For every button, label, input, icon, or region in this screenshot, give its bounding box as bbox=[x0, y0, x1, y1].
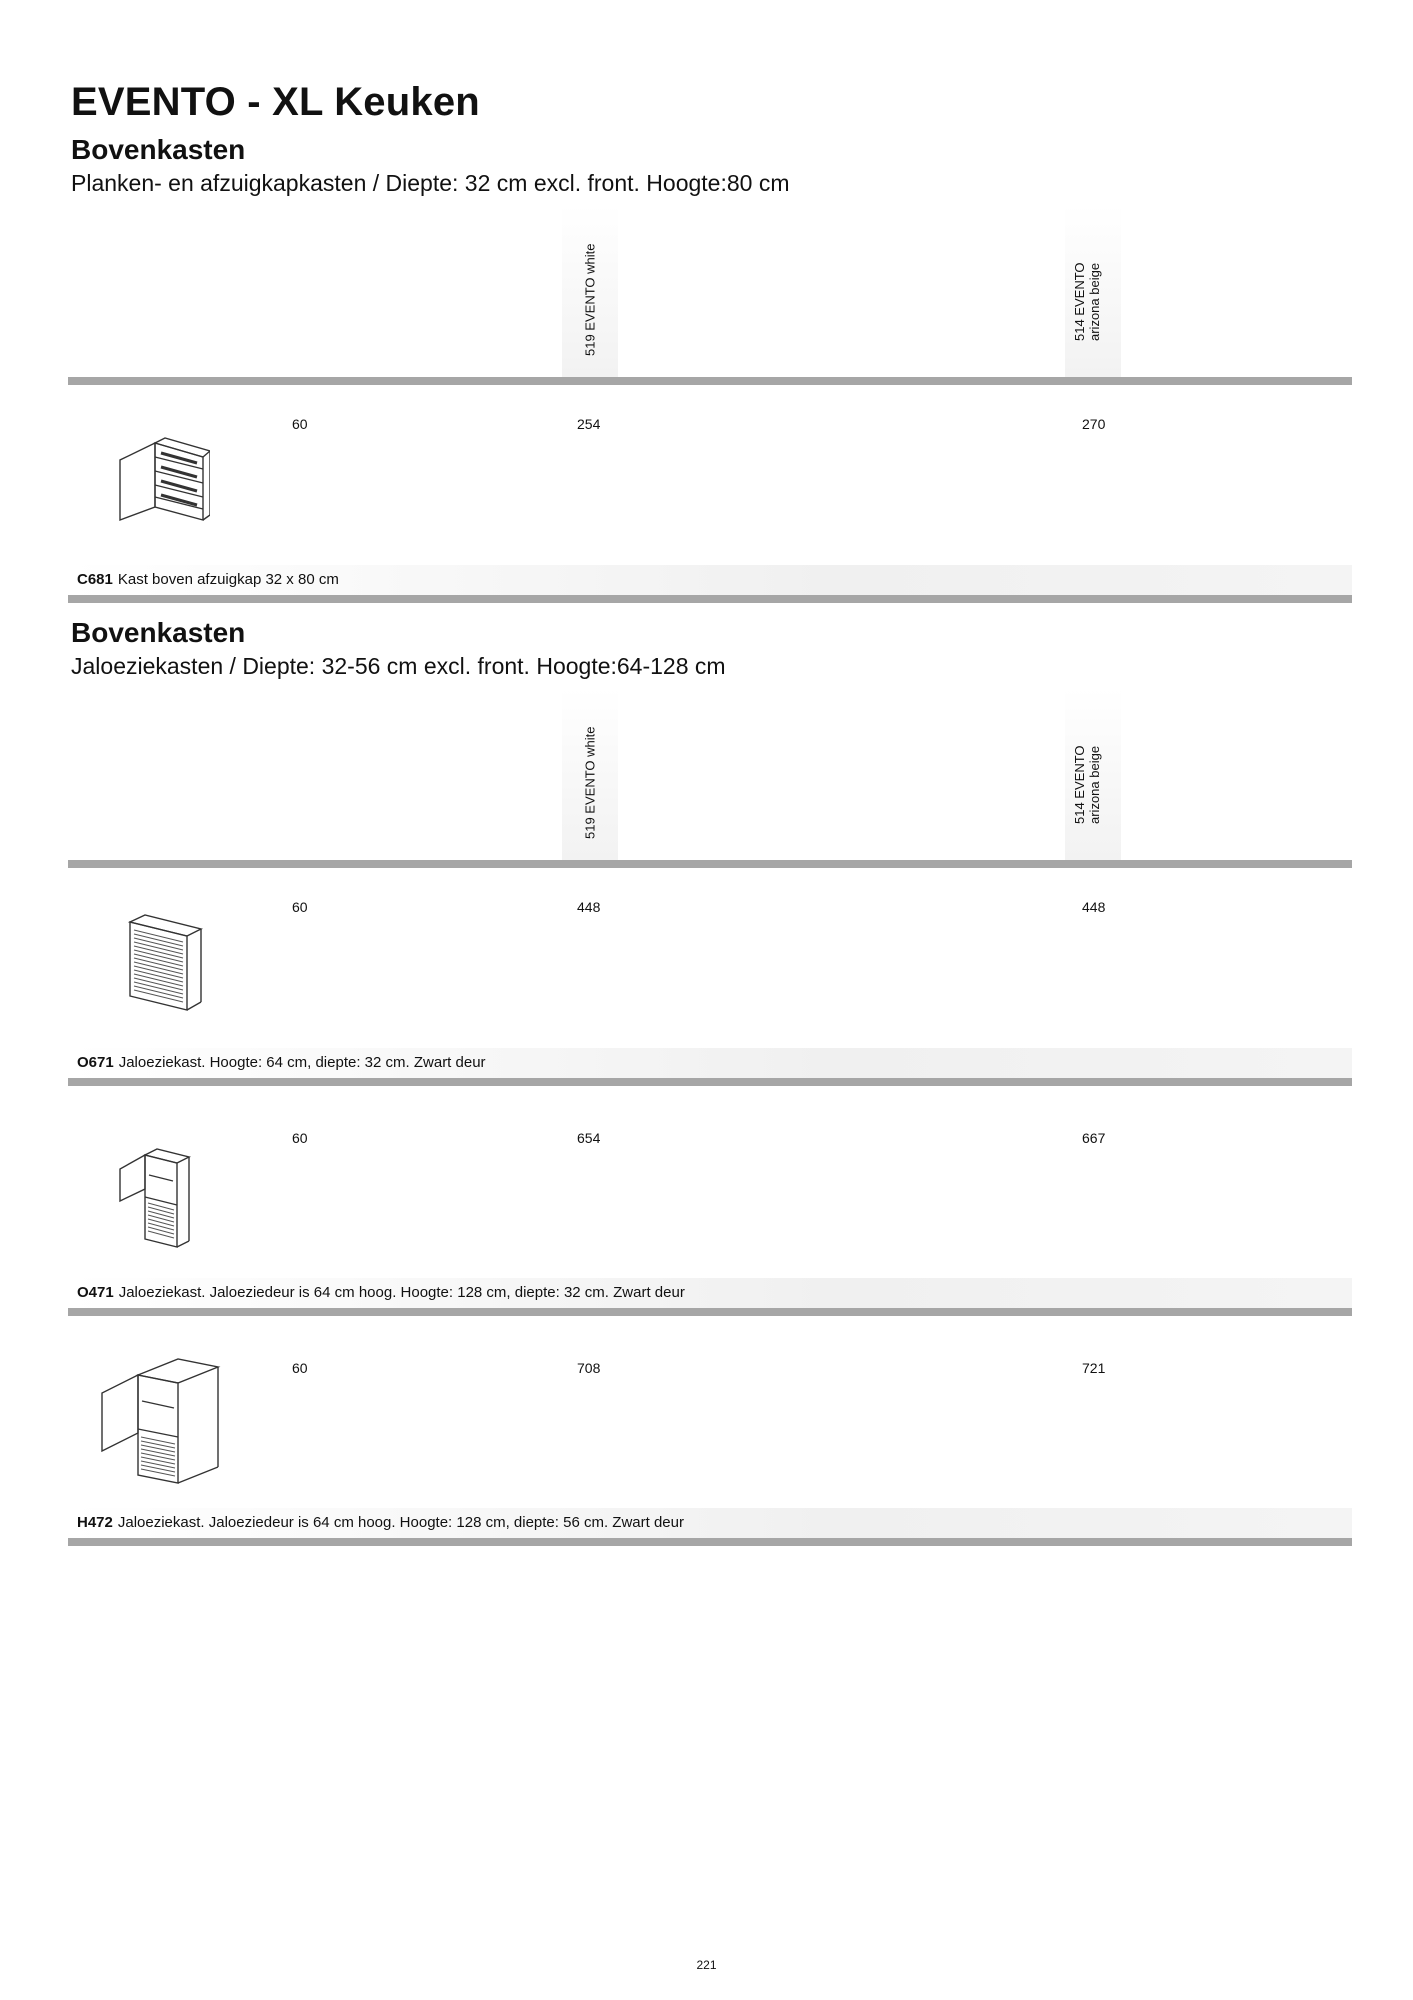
product-description-bar bbox=[68, 1278, 1352, 1308]
row-rule bbox=[68, 595, 1352, 603]
price-white: 654 bbox=[577, 1130, 601, 1146]
price-white: 254 bbox=[577, 416, 601, 432]
column-header-line1: 519 EVENTO white bbox=[582, 726, 598, 839]
product-code: H472 bbox=[77, 1514, 113, 1531]
row-rule bbox=[68, 1078, 1352, 1086]
column-header-line2: arizona beige bbox=[1087, 745, 1103, 824]
product-code: O671 bbox=[77, 1054, 114, 1071]
product-description-bar bbox=[68, 565, 1352, 595]
product-width: 60 bbox=[292, 1360, 308, 1376]
column-header-beige bbox=[1065, 205, 1121, 377]
page-number: 221 bbox=[696, 1958, 717, 1972]
tall-tambour-cabinet-icon bbox=[115, 1145, 195, 1250]
price-white: 448 bbox=[577, 899, 601, 915]
section-title: Bovenkasten bbox=[71, 617, 246, 648]
section-subtitle: Jaloeziekasten / Diepte: 32-56 cm excl. front. Hoogte:64-128 cm bbox=[71, 653, 726, 679]
column-header-white bbox=[562, 688, 618, 860]
table-header-rule bbox=[68, 377, 1352, 385]
product-code: C681 bbox=[77, 571, 113, 588]
price-beige: 270 bbox=[1082, 416, 1106, 432]
row-rule bbox=[68, 1308, 1352, 1316]
product-width: 60 bbox=[292, 899, 308, 915]
column-header-white bbox=[562, 205, 618, 377]
section-subtitle: Planken- en afzuigkapkasten / Diepte: 32 cm excl. front. Hoogte:80 cm bbox=[71, 170, 790, 196]
price-beige: 721 bbox=[1082, 1360, 1106, 1376]
row-rule bbox=[68, 1538, 1352, 1546]
product-description: Jaloeziekast. Jaloeziedeur is 64 cm hoog. Hoogte: 128 cm, diepte: 32 cm. Zwart deur bbox=[118, 1284, 685, 1301]
column-header-line2: arizona beige bbox=[1087, 262, 1103, 341]
column-header-beige bbox=[1065, 688, 1121, 860]
column-header-line1: 519 EVENTO white bbox=[582, 243, 598, 356]
price-beige: 667 bbox=[1082, 1130, 1106, 1146]
column-header-line1: 514 EVENTO bbox=[1072, 745, 1088, 824]
column-header-line1: 514 EVENTO bbox=[1072, 262, 1088, 341]
product-description: Jaloeziekast. Hoogte: 64 cm, diepte: 32 cm. Zwart deur bbox=[118, 1054, 486, 1071]
tambour-cabinet-icon bbox=[125, 912, 205, 1012]
section-title: Bovenkasten bbox=[71, 134, 246, 165]
product-description-bar bbox=[68, 1048, 1352, 1078]
price-white: 708 bbox=[577, 1360, 601, 1376]
product-width: 60 bbox=[292, 1130, 308, 1146]
product-width: 60 bbox=[292, 416, 308, 432]
deep-tambour-cabinet-icon bbox=[98, 1355, 223, 1485]
price-beige: 448 bbox=[1082, 899, 1106, 915]
product-code: O471 bbox=[77, 1284, 114, 1301]
page-title: EVENTO - XL Keuken bbox=[71, 80, 480, 124]
table-header-rule bbox=[68, 860, 1352, 868]
product-description-bar bbox=[68, 1508, 1352, 1538]
product-description: Jaloeziekast. Jaloeziedeur is 64 cm hoog. Hoogte: 128 cm, diepte: 56 cm. Zwart deur bbox=[117, 1514, 684, 1531]
cabinet-shelves-icon bbox=[115, 435, 210, 525]
product-description: Kast boven afzuigkap 32 x 80 cm bbox=[117, 571, 339, 588]
